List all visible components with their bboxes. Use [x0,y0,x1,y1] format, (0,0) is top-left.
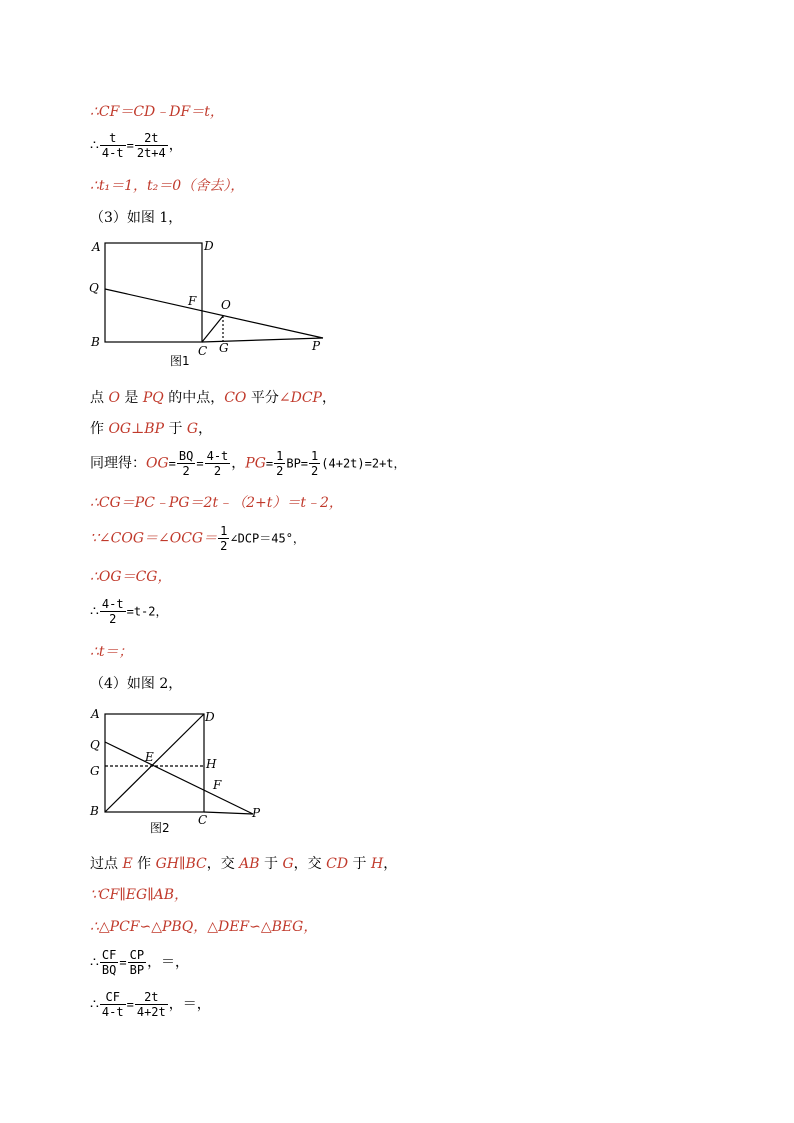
line-qp [105,742,253,814]
label-p: P [312,339,321,353]
line-18: ∴ $\frac{CF}{4-t}$ = $\frac{2t}{4+2t}$ ，＝， [90,990,211,1019]
label-q: Q [89,281,99,295]
fraction: $\frac{1}{2}$ [311,449,319,478]
label-e: E [145,750,154,764]
line-12: ∴t＝； [90,644,133,660]
label-a: A [91,707,100,721]
label-d: D [205,710,215,724]
label-q: Q [90,738,100,752]
line-4: （3）如图 1， [90,210,183,226]
label-b: B [91,335,100,349]
therefore-sign: ∴ [90,137,99,154]
line-11: ∴ $\frac{4-t}{2}$ =t-2， [90,597,168,626]
line-10: ∴OG＝CG， [90,569,172,585]
label-o: O [221,298,231,312]
figure-1 [86,234,336,369]
line-3: ∴t₁＝1，t₂＝0（舍去）， [90,178,245,194]
fraction: $\frac{2t}{4+2t}$ [136,990,166,1019]
fraction: $\frac{CF}{BQ}$ [101,948,117,977]
line-15: ∵CF∥EG∥AB， [90,887,189,903]
label-d: D [204,239,214,253]
line-8: ∴CG＝PC﹣PG＝2t﹣（2+t）＝t﹣2， [90,495,343,511]
fraction: $\frac{4-t}{2}$ [206,449,229,478]
figure-1-caption: 图1 [170,354,190,368]
label-c: C [198,344,208,358]
line-5: 点 O 是 PQ 的中点，CO 平分∠DCP， [90,390,336,406]
label-b: B [90,804,99,818]
figure-2 [86,705,271,839]
line-9: ∵∠COG＝∠OCG＝ $\frac{1}{2}$ ∠DCP＝45°， [90,524,305,553]
fraction: $\frac{4-t}{2}$ [101,597,124,626]
line-14: 过点 E 作 GH∥BC，交 AB 于 G，交 CD 于 H， [90,856,398,872]
line-16: ∴△PCF∽△PBQ，△DEF∽△BEG， [90,919,318,935]
label-a: A [92,240,101,254]
line-co [202,316,223,342]
label-g: G [90,764,100,778]
line-cp [204,812,253,814]
label-f: F [213,778,222,792]
fraction: $\frac{2t}{2t+4}$ [136,131,166,160]
line-2: ∴ $\frac{t}{4-t}$ = $\frac{2t}{2t+4}$ ， [90,131,183,160]
label-h: H [206,757,217,771]
label-p: P [252,806,261,820]
line-qp [105,289,323,338]
fraction: $\frac{CP}{BP}$ [129,948,145,977]
label-f: F [188,294,197,308]
fraction: $\frac{1}{2}$ [276,449,284,478]
label-g: G [219,341,229,355]
fraction: $\frac{t}{4-t}$ [101,131,124,160]
line-1: ∴CF＝CD﹣DF＝t， [90,104,224,120]
line-17: ∴ $\frac{CF}{BQ}$ = $\frac{CP}{BP}$ ，＝， [90,948,190,977]
line-13: （4）如图 2， [90,676,183,692]
label-c: C [198,813,208,827]
line-7: 同理得：OG= $\frac{BQ}{2}$ = $\frac{4-t}{2}$ ，PG= $\frac{1}{2}$ BP= $\frac{1}{2}$ (4+2t)=2+t， [90,449,406,478]
line-bd [105,714,204,812]
fraction: $\frac{1}{2}$ [220,524,228,553]
fraction: $\frac{CF}{4-t}$ [101,990,124,1019]
figure-2-caption: 图2 [150,821,170,835]
line-6: 作 OG⊥BP 于 G， [90,421,213,437]
fraction: $\frac{BQ}{2}$ [178,449,194,478]
